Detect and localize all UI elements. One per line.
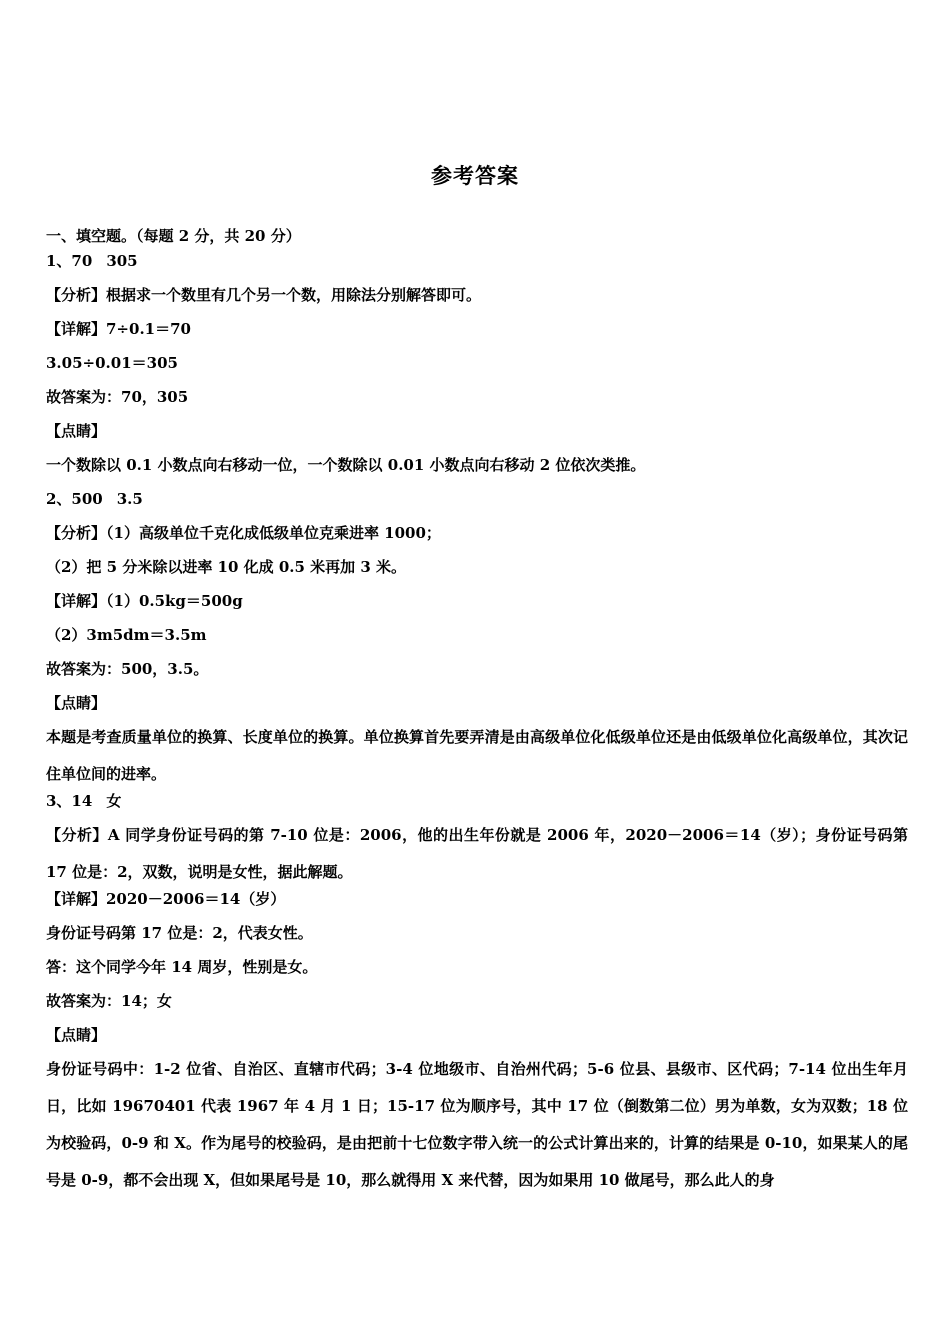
q2-answer xyxy=(46,489,908,523)
q2-detail-2: （2）3m5dm＝3.5m xyxy=(46,626,207,644)
q3-tip-label: 【点睛】 xyxy=(46,1026,107,1044)
q3-answer-extra: 女 xyxy=(106,792,122,810)
q3-final-answer: 故答案为：14；女 xyxy=(46,992,172,1010)
q2-final-answer: 故答案为：500，3.5。 xyxy=(46,660,209,678)
q1-tip-label: 【点睛】 xyxy=(46,422,107,440)
q3-detail-1: 【详解】2020－2006＝14（岁） xyxy=(46,890,286,908)
q1-detail-2: 3.05÷0.01＝305 xyxy=(46,354,178,372)
q2-analysis-1: 【分析】（1）高级单位千克化成低级单位克乘进率 1000； xyxy=(46,524,441,542)
q3-tip: 身份证号码中：1-2 位省、自治区、直辖市代码；3-4 位地级市、自治州代码；5-6 位县、县级市、区代码；7-14 位出生年月日，比如 19670401 代表 1967 年 4 月 1 日；15-17 位为顺序号，其中 17 位（倒数第二位）男为单数，女为双数；18 位为校验码，0-9 和 X。作为尾号的校验码，是由把前十七位数字带入统一的公式计算出来的，计算的结果是 0-10，如果某人的尾号是 0-9，都不会出现 X，但如果尾号是 10，那么就得用 X 来代替，因为如果用 10 做尾号，那么此人的身 xyxy=(46,1060,908,1189)
q2-detail-1: 【详解】（1）0.5kg＝500g xyxy=(46,592,243,610)
q1-answer xyxy=(46,251,908,285)
q1-analysis: 【分析】根据求一个数里有几个另一个数，用除法分别解答即可。 xyxy=(46,286,482,304)
q2-answer-label: 2、500 xyxy=(46,490,103,508)
q2-analysis-2: （2）把 5 分米除以进率 10 化成 0.5 米再加 3 米。 xyxy=(46,558,407,576)
page-title: 参考答案 xyxy=(431,163,519,188)
q2-answer-extra: 3.5 xyxy=(116,490,143,508)
q3-detail-2: 身份证号码第 17 位是：2，代表女性。 xyxy=(46,924,313,942)
q3-answer-label: 3、14 xyxy=(46,792,93,810)
q1-answer-label: 1、70 xyxy=(46,252,93,270)
q3-detail-3: 答：这个同学今年 14 周岁，性别是女。 xyxy=(46,958,318,976)
q1-tip: 一个数除以 0.1 小数点向右移动一位，一个数除以 0.01 小数点向右移动 2 位依次类推。 xyxy=(46,456,646,474)
q3-analysis: 【分析】A 同学身份证号码的第 7-10 位是：2006，他的出生年份就是 2006 年，2020－2006＝14（岁）；身份证号码第 17 位是：2，双数，说明是女性，据此解题。 xyxy=(46,826,908,881)
section-heading: 一、填空题。（每题 2 分，共 20 分） xyxy=(46,227,301,245)
q2-tip-label: 【点睛】 xyxy=(46,694,107,712)
answer-content xyxy=(46,226,908,1197)
q2-tip: 本题是考查质量单位的换算、长度单位的换算。单位换算首先要弄清是由高级单位化低级单位还是由低级单位化高级单位，其次记住单位间的进率。 xyxy=(46,728,908,783)
q1-detail-1: 【详解】7÷0.1＝70 xyxy=(46,320,191,338)
q1-final-answer: 故答案为：70，305 xyxy=(46,388,189,406)
q1-answer-extra: 305 xyxy=(106,252,138,270)
